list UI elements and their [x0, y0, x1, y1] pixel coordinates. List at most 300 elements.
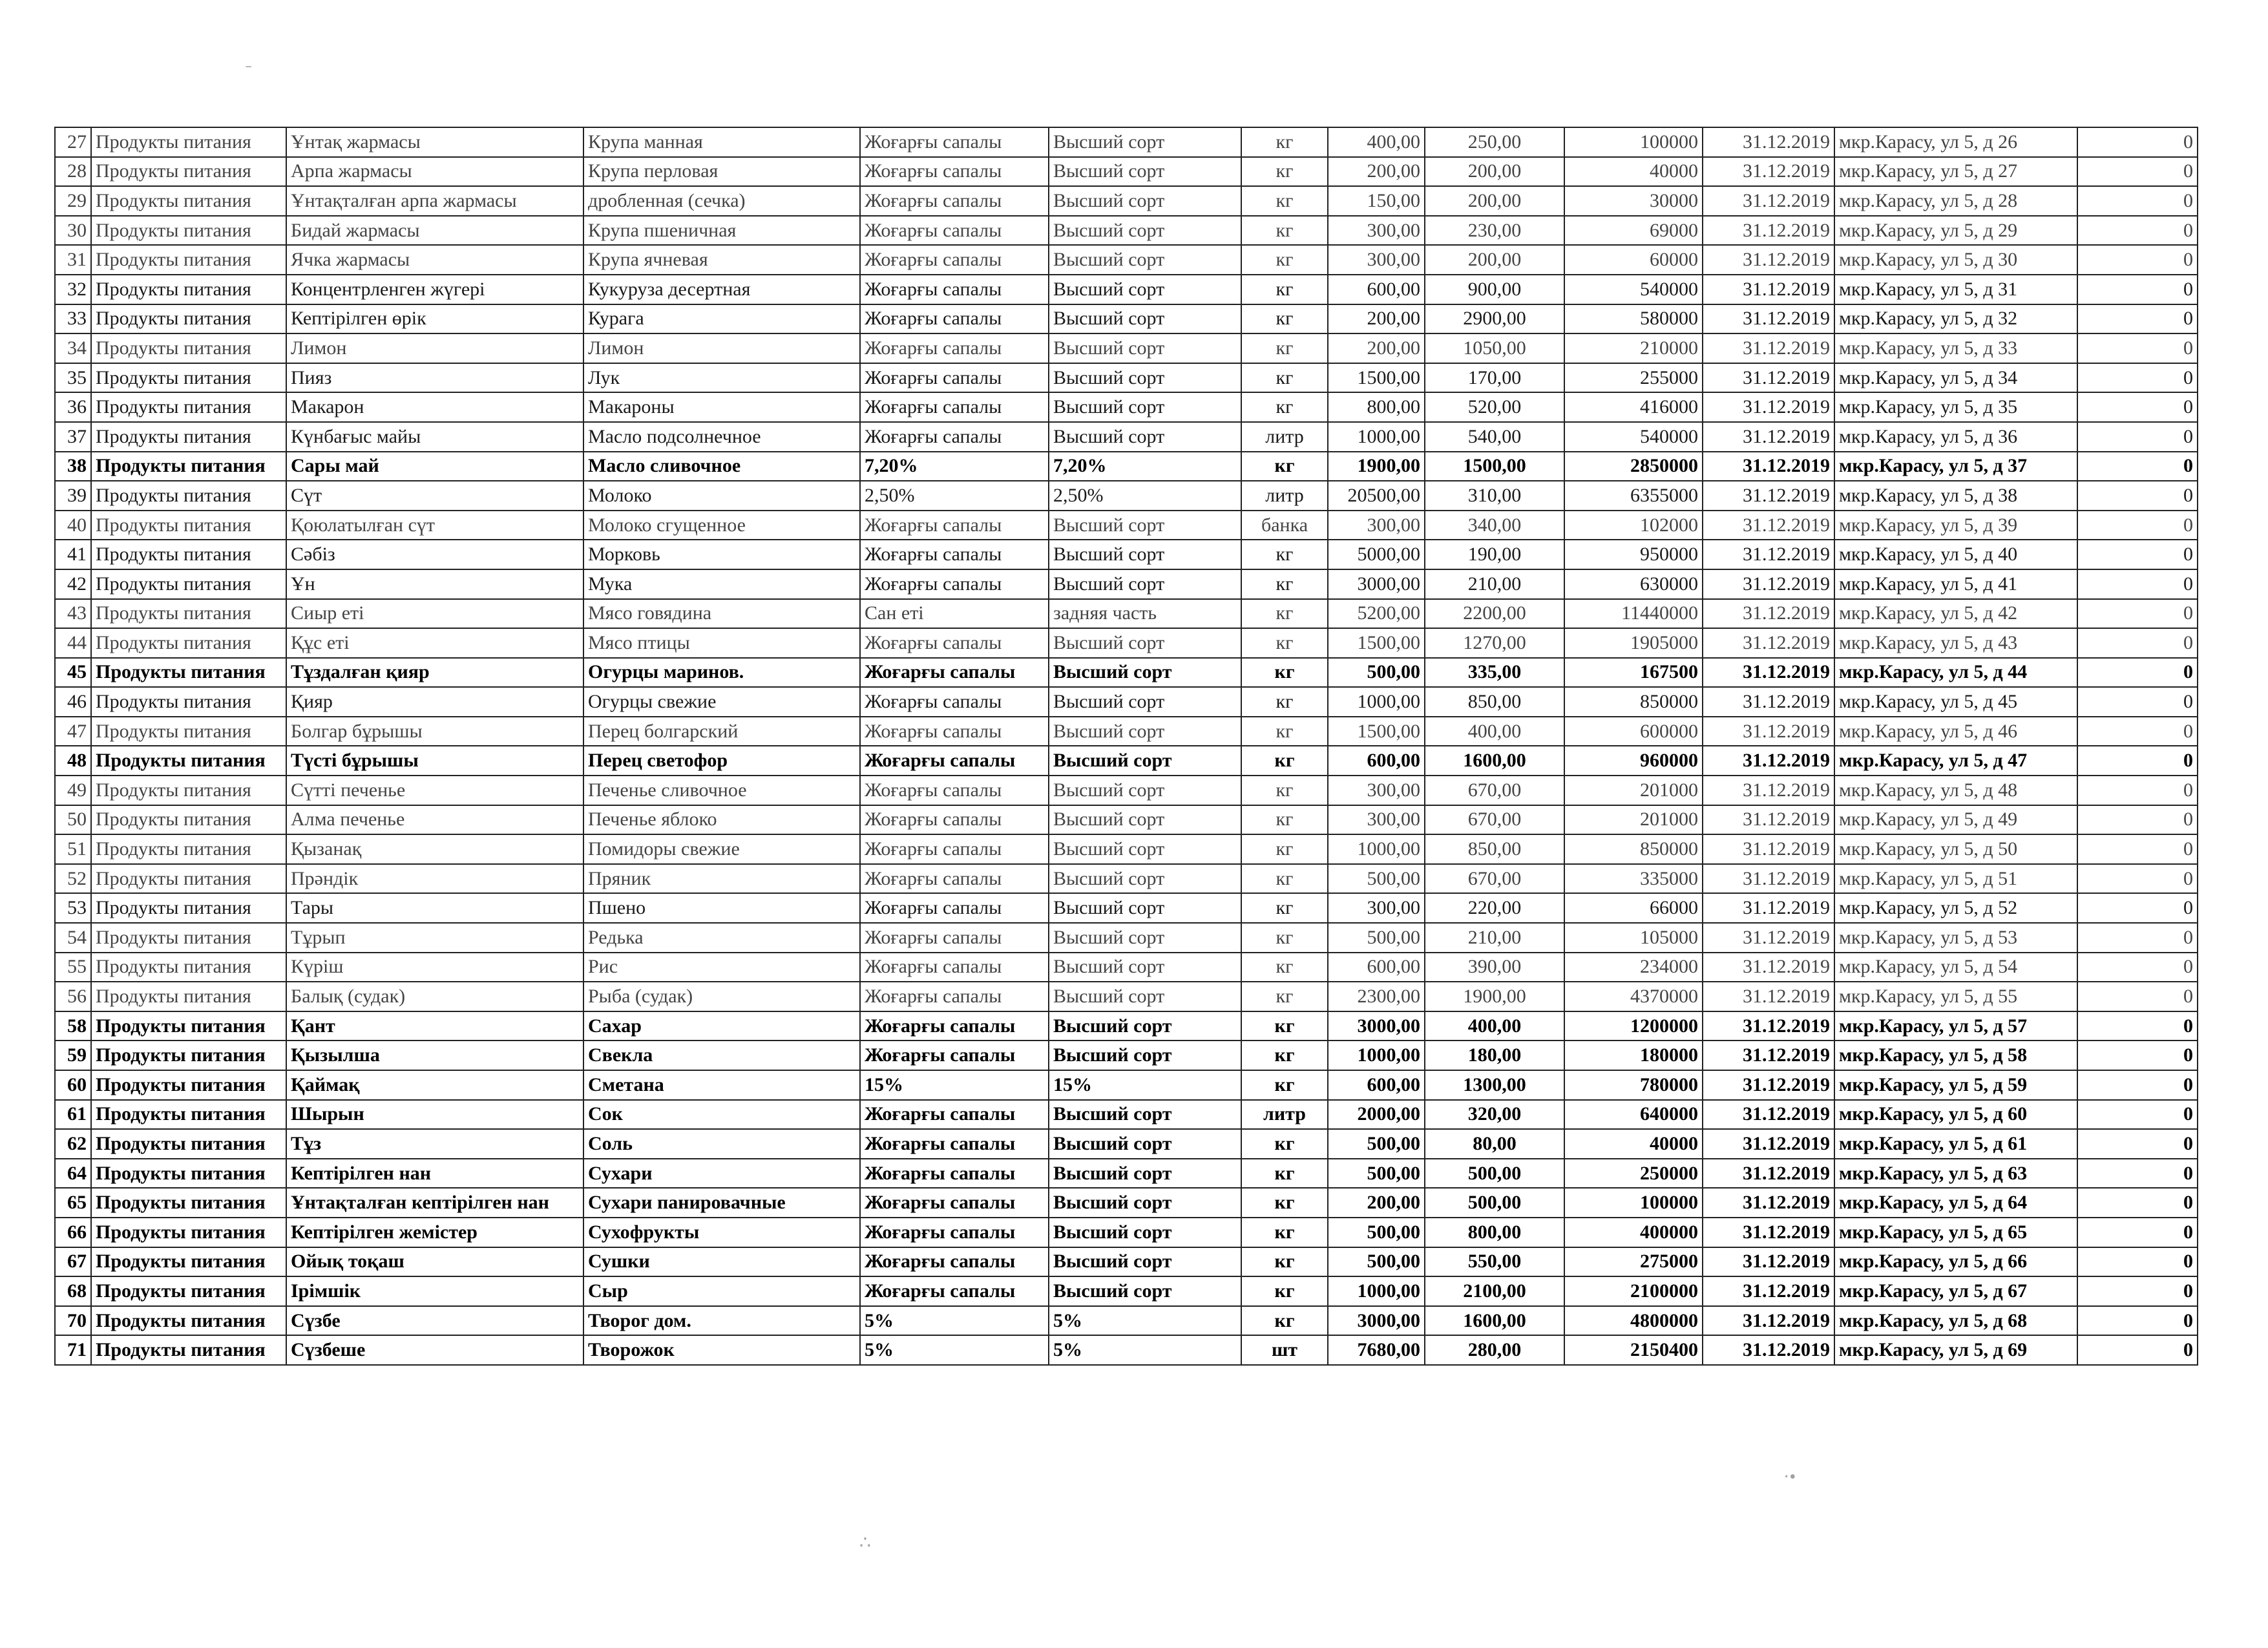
- name-ru-cell: Сыр: [583, 1276, 860, 1306]
- amount-cell: 0: [2077, 864, 2198, 894]
- sum-cell: 100000: [1564, 127, 1703, 157]
- quality-kz-cell: Жоғарғы сапалы: [860, 1247, 1049, 1277]
- quality-ru-cell: Высший сорт: [1049, 923, 1241, 953]
- row-number: 59: [55, 1041, 91, 1070]
- price-cell: 800,00: [1425, 1218, 1564, 1247]
- row-number: 56: [55, 982, 91, 1011]
- unit-cell: кг: [1241, 776, 1328, 805]
- quality-kz-cell: Жоғарғы сапалы: [860, 1188, 1049, 1218]
- unit-cell: кг: [1241, 893, 1328, 923]
- row-number: 44: [55, 628, 91, 658]
- price-cell: 280,00: [1425, 1335, 1564, 1365]
- name-kz-cell: Ұнтақталған кептірілген нан: [286, 1188, 583, 1218]
- quality-ru-cell: Высший сорт: [1049, 569, 1241, 599]
- price-cell: 200,00: [1425, 186, 1564, 216]
- row-number: 37: [55, 422, 91, 452]
- quality-kz-cell: Жоғарғы сапалы: [860, 216, 1049, 246]
- amount-cell: 0: [2077, 1129, 2198, 1159]
- name-ru-cell: Крупа манная: [583, 127, 860, 157]
- quality-kz-cell: Жоғарғы сапалы: [860, 422, 1049, 452]
- date-cell: 31.12.2019: [1703, 776, 1834, 805]
- quantity-cell: 500,00: [1328, 1218, 1425, 1247]
- amount-cell: 0: [2077, 333, 2198, 363]
- name-ru-cell: Помидоры свежие: [583, 834, 860, 864]
- address-cell: мкр.Карасу, ул 5, д 65: [1834, 1218, 2077, 1247]
- category-cell: Продукты питания: [91, 1129, 286, 1159]
- name-kz-cell: Сүтті печенье: [286, 776, 583, 805]
- amount-cell: 0: [2077, 569, 2198, 599]
- amount-cell: 0: [2077, 687, 2198, 717]
- price-cell: 200,00: [1425, 157, 1564, 187]
- table-row: [55, 363, 2198, 393]
- name-kz-cell: Қант: [286, 1011, 583, 1041]
- category-cell: Продукты питания: [91, 628, 286, 658]
- table-row: [55, 1247, 2198, 1277]
- date-cell: 31.12.2019: [1703, 687, 1834, 717]
- row-number: 31: [55, 245, 91, 275]
- quality-ru-cell: Высший сорт: [1049, 834, 1241, 864]
- date-cell: 31.12.2019: [1703, 1041, 1834, 1070]
- sum-cell: 1905000: [1564, 628, 1703, 658]
- amount-cell: 0: [2077, 746, 2198, 776]
- quantity-cell: 800,00: [1328, 392, 1425, 422]
- quality-kz-cell: 5%: [860, 1306, 1049, 1336]
- price-cell: 550,00: [1425, 1247, 1564, 1277]
- sum-cell: 2100000: [1564, 1276, 1703, 1306]
- name-ru-cell: Масло подсолнечное: [583, 422, 860, 452]
- table-row: [55, 422, 2198, 452]
- price-cell: 2100,00: [1425, 1276, 1564, 1306]
- price-cell: 2900,00: [1425, 304, 1564, 334]
- name-kz-cell: Қаймақ: [286, 1070, 583, 1100]
- quality-kz-cell: Жоғарғы сапалы: [860, 304, 1049, 334]
- price-cell: 1050,00: [1425, 333, 1564, 363]
- category-cell: Продукты питания: [91, 1276, 286, 1306]
- date-cell: 31.12.2019: [1703, 805, 1834, 835]
- name-kz-cell: Сүзбеше: [286, 1335, 583, 1365]
- sum-cell: 780000: [1564, 1070, 1703, 1100]
- quality-kz-cell: 5%: [860, 1335, 1049, 1365]
- name-kz-cell: Тары: [286, 893, 583, 923]
- quality-kz-cell: Жоғарғы сапалы: [860, 1218, 1049, 1247]
- amount-cell: 0: [2077, 245, 2198, 275]
- name-kz-cell: Ойық тоқаш: [286, 1247, 583, 1277]
- table-row: [55, 1159, 2198, 1188]
- quality-ru-cell: Высший сорт: [1049, 1276, 1241, 1306]
- amount-cell: 0: [2077, 1188, 2198, 1218]
- address-cell: мкр.Карасу, ул 5, д 47: [1834, 746, 2077, 776]
- quality-ru-cell: Высший сорт: [1049, 893, 1241, 923]
- row-number: 35: [55, 363, 91, 393]
- quality-kz-cell: Жоғарғы сапалы: [860, 540, 1049, 569]
- date-cell: 31.12.2019: [1703, 1159, 1834, 1188]
- name-kz-cell: Болгар бұрышы: [286, 717, 583, 746]
- address-cell: мкр.Карасу, ул 5, д 69: [1834, 1335, 2077, 1365]
- quality-kz-cell: Жоғарғы сапалы: [860, 186, 1049, 216]
- quantity-cell: 300,00: [1328, 216, 1425, 246]
- category-cell: Продукты питания: [91, 275, 286, 304]
- category-cell: Продукты питания: [91, 776, 286, 805]
- name-kz-cell: Ячка жармасы: [286, 245, 583, 275]
- name-ru-cell: Кукуруза десертная: [583, 275, 860, 304]
- date-cell: 31.12.2019: [1703, 452, 1834, 481]
- price-cell: 190,00: [1425, 540, 1564, 569]
- unit-cell: кг: [1241, 304, 1328, 334]
- unit-cell: кг: [1241, 923, 1328, 953]
- unit-cell: кг: [1241, 363, 1328, 393]
- price-cell: 1270,00: [1425, 628, 1564, 658]
- category-cell: Продукты питания: [91, 982, 286, 1011]
- table-row: [55, 1041, 2198, 1070]
- name-kz-cell: Пияз: [286, 363, 583, 393]
- address-cell: мкр.Карасу, ул 5, д 64: [1834, 1188, 2077, 1218]
- address-cell: мкр.Карасу, ул 5, д 37: [1834, 452, 2077, 481]
- address-cell: мкр.Карасу, ул 5, д 53: [1834, 923, 2077, 953]
- name-kz-cell: Бидай жармасы: [286, 216, 583, 246]
- quality-ru-cell: 15%: [1049, 1070, 1241, 1100]
- quality-ru-cell: Высший сорт: [1049, 1041, 1241, 1070]
- date-cell: 31.12.2019: [1703, 834, 1834, 864]
- price-cell: 335,00: [1425, 658, 1564, 688]
- price-cell: 1300,00: [1425, 1070, 1564, 1100]
- scan-mark: ∴: [859, 1533, 871, 1553]
- name-ru-cell: Молоко: [583, 481, 860, 511]
- sum-cell: 6355000: [1564, 481, 1703, 511]
- address-cell: мкр.Карасу, ул 5, д 63: [1834, 1159, 2077, 1188]
- unit-cell: кг: [1241, 1306, 1328, 1336]
- price-cell: 340,00: [1425, 511, 1564, 540]
- amount-cell: 0: [2077, 452, 2198, 481]
- price-cell: 210,00: [1425, 569, 1564, 599]
- address-cell: мкр.Карасу, ул 5, д 36: [1834, 422, 2077, 452]
- amount-cell: 0: [2077, 953, 2198, 982]
- quantity-cell: 200,00: [1328, 304, 1425, 334]
- address-cell: мкр.Карасу, ул 5, д 60: [1834, 1100, 2077, 1130]
- price-cell: 200,00: [1425, 245, 1564, 275]
- table-row: [55, 452, 2198, 481]
- amount-cell: 0: [2077, 127, 2198, 157]
- table-row: [55, 245, 2198, 275]
- name-ru-cell: Крупа пшеничная: [583, 216, 860, 246]
- row-number: 50: [55, 805, 91, 835]
- name-kz-cell: Сүзбе: [286, 1306, 583, 1336]
- quality-kz-cell: Жоғарғы сапалы: [860, 1276, 1049, 1306]
- table-row: [55, 511, 2198, 540]
- quality-kz-cell: Жоғарғы сапалы: [860, 776, 1049, 805]
- quantity-cell: 5000,00: [1328, 540, 1425, 569]
- quality-kz-cell: Сан еті: [860, 599, 1049, 629]
- date-cell: 31.12.2019: [1703, 275, 1834, 304]
- address-cell: мкр.Карасу, ул 5, д 52: [1834, 893, 2077, 923]
- name-kz-cell: Ұнтақталған арпа жармасы: [286, 186, 583, 216]
- quantity-cell: 3000,00: [1328, 1011, 1425, 1041]
- category-cell: Продукты питания: [91, 245, 286, 275]
- quality-kz-cell: Жоғарғы сапалы: [860, 717, 1049, 746]
- price-cell: 670,00: [1425, 776, 1564, 805]
- date-cell: 31.12.2019: [1703, 1100, 1834, 1130]
- quantity-cell: 1000,00: [1328, 1041, 1425, 1070]
- sum-cell: 950000: [1564, 540, 1703, 569]
- sum-cell: 40000: [1564, 1129, 1703, 1159]
- row-number: 67: [55, 1247, 91, 1277]
- address-cell: мкр.Карасу, ул 5, д 26: [1834, 127, 2077, 157]
- quality-ru-cell: Высший сорт: [1049, 776, 1241, 805]
- name-kz-cell: Күріш: [286, 953, 583, 982]
- address-cell: мкр.Карасу, ул 5, д 50: [1834, 834, 2077, 864]
- price-cell: 670,00: [1425, 864, 1564, 894]
- sum-cell: 540000: [1564, 275, 1703, 304]
- quality-ru-cell: Высший сорт: [1049, 1247, 1241, 1277]
- name-kz-cell: Ұн: [286, 569, 583, 599]
- unit-cell: кг: [1241, 1129, 1328, 1159]
- address-cell: мкр.Карасу, ул 5, д 31: [1834, 275, 2077, 304]
- row-number: 29: [55, 186, 91, 216]
- quality-kz-cell: Жоғарғы сапалы: [860, 1041, 1049, 1070]
- date-cell: 31.12.2019: [1703, 628, 1834, 658]
- amount-cell: 0: [2077, 982, 2198, 1011]
- address-cell: мкр.Карасу, ул 5, д 51: [1834, 864, 2077, 894]
- sum-cell: 180000: [1564, 1041, 1703, 1070]
- quality-ru-cell: Высший сорт: [1049, 953, 1241, 982]
- table-row: [55, 923, 2198, 953]
- amount-cell: 0: [2077, 923, 2198, 953]
- address-cell: мкр.Карасу, ул 5, д 48: [1834, 776, 2077, 805]
- quantity-cell: 3000,00: [1328, 1306, 1425, 1336]
- amount-cell: 0: [2077, 834, 2198, 864]
- row-number: 65: [55, 1188, 91, 1218]
- unit-cell: кг: [1241, 275, 1328, 304]
- row-number: 54: [55, 923, 91, 953]
- name-ru-cell: Перец светофор: [583, 746, 860, 776]
- quality-ru-cell: Высший сорт: [1049, 216, 1241, 246]
- scan-mark: ·•: [1783, 1467, 1796, 1487]
- quality-ru-cell: Высший сорт: [1049, 982, 1241, 1011]
- quantity-cell: 500,00: [1328, 658, 1425, 688]
- table-row: [55, 1011, 2198, 1041]
- price-cell: 900,00: [1425, 275, 1564, 304]
- name-ru-cell: Пшено: [583, 893, 860, 923]
- table-row: [55, 1218, 2198, 1247]
- quality-ru-cell: Высший сорт: [1049, 157, 1241, 187]
- quality-ru-cell: Высший сорт: [1049, 1100, 1241, 1130]
- price-cell: 170,00: [1425, 363, 1564, 393]
- row-number: 46: [55, 687, 91, 717]
- row-number: 48: [55, 746, 91, 776]
- unit-cell: кг: [1241, 982, 1328, 1011]
- name-kz-cell: Қызылша: [286, 1041, 583, 1070]
- amount-cell: 0: [2077, 422, 2198, 452]
- category-cell: Продукты питания: [91, 186, 286, 216]
- category-cell: Продукты питания: [91, 1247, 286, 1277]
- quantity-cell: 300,00: [1328, 511, 1425, 540]
- name-ru-cell: Сушки: [583, 1247, 860, 1277]
- row-number: 53: [55, 893, 91, 923]
- quantity-cell: 500,00: [1328, 864, 1425, 894]
- sum-cell: 167500: [1564, 658, 1703, 688]
- quality-kz-cell: Жоғарғы сапалы: [860, 511, 1049, 540]
- row-number: 33: [55, 304, 91, 334]
- row-number: 47: [55, 717, 91, 746]
- row-number: 60: [55, 1070, 91, 1100]
- unit-cell: кг: [1241, 805, 1328, 835]
- table-row: [55, 1100, 2198, 1130]
- name-ru-cell: Мука: [583, 569, 860, 599]
- table-row: [55, 1129, 2198, 1159]
- address-cell: мкр.Карасу, ул 5, д 38: [1834, 481, 2077, 511]
- name-ru-cell: Лимон: [583, 333, 860, 363]
- category-cell: Продукты питания: [91, 127, 286, 157]
- date-cell: 31.12.2019: [1703, 216, 1834, 246]
- category-cell: Продукты питания: [91, 452, 286, 481]
- unit-cell: кг: [1241, 834, 1328, 864]
- name-kz-cell: Тұз: [286, 1129, 583, 1159]
- table-row: [55, 717, 2198, 746]
- unit-cell: кг: [1241, 628, 1328, 658]
- quality-kz-cell: Жоғарғы сапалы: [860, 1100, 1049, 1130]
- table-row: [55, 1335, 2198, 1365]
- quality-kz-cell: 15%: [860, 1070, 1049, 1100]
- quality-kz-cell: Жоғарғы сапалы: [860, 864, 1049, 894]
- table-row: [55, 599, 2198, 629]
- date-cell: 31.12.2019: [1703, 569, 1834, 599]
- unit-cell: кг: [1241, 1247, 1328, 1277]
- address-cell: мкр.Карасу, ул 5, д 57: [1834, 1011, 2077, 1041]
- sum-cell: 102000: [1564, 511, 1703, 540]
- name-ru-cell: Творог дом.: [583, 1306, 860, 1336]
- price-cell: 250,00: [1425, 127, 1564, 157]
- address-cell: мкр.Карасу, ул 5, д 35: [1834, 392, 2077, 422]
- address-cell: мкр.Карасу, ул 5, д 33: [1834, 333, 2077, 363]
- name-kz-cell: Ұнтақ жармасы: [286, 127, 583, 157]
- price-cell: 520,00: [1425, 392, 1564, 422]
- quantity-cell: 500,00: [1328, 923, 1425, 953]
- quality-kz-cell: 7,20%: [860, 452, 1049, 481]
- name-ru-cell: Перец болгарский: [583, 717, 860, 746]
- name-kz-cell: Концентрленген жүгері: [286, 275, 583, 304]
- price-cell: 1500,00: [1425, 452, 1564, 481]
- quality-kz-cell: Жоғарғы сапалы: [860, 157, 1049, 187]
- quantity-cell: 500,00: [1328, 1247, 1425, 1277]
- unit-cell: кг: [1241, 333, 1328, 363]
- sum-cell: 250000: [1564, 1159, 1703, 1188]
- price-cell: 390,00: [1425, 953, 1564, 982]
- date-cell: 31.12.2019: [1703, 157, 1834, 187]
- row-number: 38: [55, 452, 91, 481]
- address-cell: мкр.Карасу, ул 5, д 34: [1834, 363, 2077, 393]
- amount-cell: 0: [2077, 1218, 2198, 1247]
- date-cell: 31.12.2019: [1703, 186, 1834, 216]
- table-row: [55, 1188, 2198, 1218]
- quality-kz-cell: Жоғарғы сапалы: [860, 569, 1049, 599]
- unit-cell: кг: [1241, 569, 1328, 599]
- table-row: [55, 275, 2198, 304]
- address-cell: мкр.Карасу, ул 5, д 59: [1834, 1070, 2077, 1100]
- date-cell: 31.12.2019: [1703, 333, 1834, 363]
- name-ru-cell: Сухофрукты: [583, 1218, 860, 1247]
- name-ru-cell: Огурцы свежие: [583, 687, 860, 717]
- unit-cell: литр: [1241, 481, 1328, 511]
- unit-cell: кг: [1241, 1041, 1328, 1070]
- category-cell: Продукты питания: [91, 1041, 286, 1070]
- unit-cell: кг: [1241, 717, 1328, 746]
- quality-ru-cell: Высший сорт: [1049, 1218, 1241, 1247]
- quality-ru-cell: Высший сорт: [1049, 1011, 1241, 1041]
- quality-ru-cell: задняя часть: [1049, 599, 1241, 629]
- address-cell: мкр.Карасу, ул 5, д 42: [1834, 599, 2077, 629]
- row-number: 58: [55, 1011, 91, 1041]
- price-cell: 540,00: [1425, 422, 1564, 452]
- price-cell: 500,00: [1425, 1159, 1564, 1188]
- row-number: 43: [55, 599, 91, 629]
- row-number: 28: [55, 157, 91, 187]
- category-cell: Продукты питания: [91, 893, 286, 923]
- unit-cell: кг: [1241, 1070, 1328, 1100]
- unit-cell: кг: [1241, 1011, 1328, 1041]
- category-cell: Продукты питания: [91, 481, 286, 511]
- amount-cell: 0: [2077, 805, 2198, 835]
- table-row: [55, 481, 2198, 511]
- price-cell: 310,00: [1425, 481, 1564, 511]
- amount-cell: 0: [2077, 304, 2198, 334]
- row-number: 49: [55, 776, 91, 805]
- row-number: 27: [55, 127, 91, 157]
- quality-kz-cell: Жоғарғы сапалы: [860, 805, 1049, 835]
- row-number: 42: [55, 569, 91, 599]
- category-cell: Продукты питания: [91, 1218, 286, 1247]
- date-cell: 31.12.2019: [1703, 422, 1834, 452]
- name-kz-cell: Сүт: [286, 481, 583, 511]
- quality-ru-cell: Высший сорт: [1049, 127, 1241, 157]
- name-ru-cell: Мясо говядина: [583, 599, 860, 629]
- date-cell: 31.12.2019: [1703, 481, 1834, 511]
- price-cell: 320,00: [1425, 1100, 1564, 1130]
- row-number: 32: [55, 275, 91, 304]
- date-cell: 31.12.2019: [1703, 363, 1834, 393]
- quantity-cell: 200,00: [1328, 333, 1425, 363]
- row-number: 68: [55, 1276, 91, 1306]
- category-cell: Продукты питания: [91, 422, 286, 452]
- name-ru-cell: Сок: [583, 1100, 860, 1130]
- quality-kz-cell: Жоғарғы сапалы: [860, 658, 1049, 688]
- quality-kz-cell: Жоғарғы сапалы: [860, 363, 1049, 393]
- address-cell: мкр.Карасу, ул 5, д 61: [1834, 1129, 2077, 1159]
- quantity-cell: 1900,00: [1328, 452, 1425, 481]
- amount-cell: 0: [2077, 1276, 2198, 1306]
- name-kz-cell: Лимон: [286, 333, 583, 363]
- sum-cell: 2850000: [1564, 452, 1703, 481]
- unit-cell: кг: [1241, 186, 1328, 216]
- quality-ru-cell: Высший сорт: [1049, 333, 1241, 363]
- date-cell: 31.12.2019: [1703, 717, 1834, 746]
- amount-cell: 0: [2077, 658, 2198, 688]
- row-number: 62: [55, 1129, 91, 1159]
- date-cell: 31.12.2019: [1703, 953, 1834, 982]
- address-cell: мкр.Карасу, ул 5, д 68: [1834, 1306, 2077, 1336]
- category-cell: Продукты питания: [91, 540, 286, 569]
- quantity-cell: 300,00: [1328, 245, 1425, 275]
- date-cell: 31.12.2019: [1703, 982, 1834, 1011]
- table-row: [55, 776, 2198, 805]
- sum-cell: 210000: [1564, 333, 1703, 363]
- date-cell: 31.12.2019: [1703, 746, 1834, 776]
- quantity-cell: 500,00: [1328, 1159, 1425, 1188]
- quality-ru-cell: Высший сорт: [1049, 422, 1241, 452]
- table-row: [55, 1070, 2198, 1100]
- sum-cell: 580000: [1564, 304, 1703, 334]
- category-cell: Продукты питания: [91, 864, 286, 894]
- unit-cell: кг: [1241, 540, 1328, 569]
- name-ru-cell: Печенье яблоко: [583, 805, 860, 835]
